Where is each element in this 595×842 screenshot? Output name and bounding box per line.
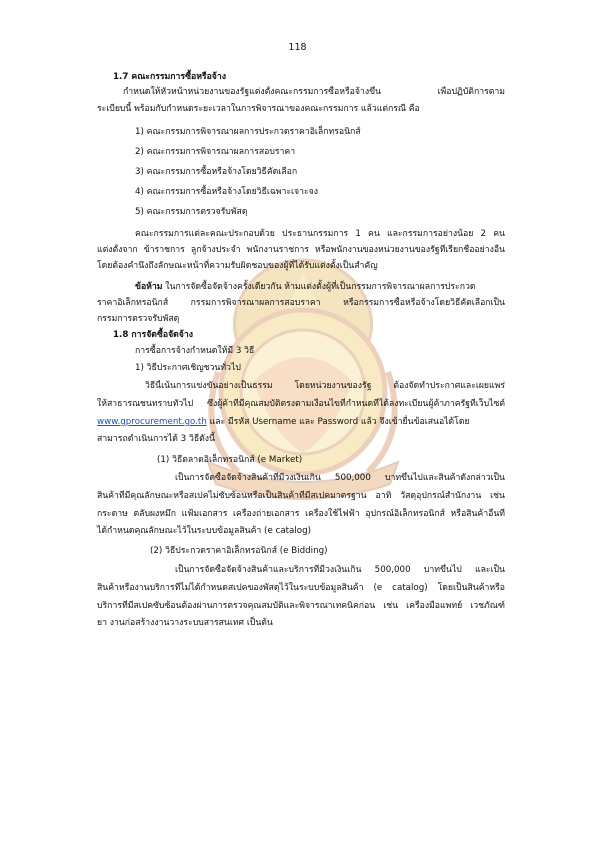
paragraph-line: ยา งานก่อสร้างงานวางระบบสารสนเทศ เป็นต้น (97, 618, 273, 628)
list-item: 5) คณะกรรมการตรวจรับพัสดุ (135, 207, 248, 217)
section-heading-committee: 1.7 คณะกรรมการซื้อหรือจ้าง (113, 72, 227, 82)
paragraph-line: เป็นการจัดซื้อจัดจ้างสินค้าและบริการที่มีวงเงินเกิน 500,000 บาทขึ้นไป และเป็น (175, 565, 505, 575)
prohibition-paragraph (135, 281, 476, 293)
paragraph-line: ให้สาธารณชนทราบทั่วไป ซึ่งผู้ค้าที่มีคุณสมบัติตรงตามเงื่อนไขที่กำหนดที่ได้ลงทะเบียนผู้ค้าภาครัฐที่เว็บไซต์ (97, 399, 505, 409)
paragraph-line (97, 416, 470, 428)
paragraph-text: และ มีรหัส Username และ Password แล้ว จึงเข้ายื่นข้อเสนอได้โดย (206, 417, 470, 427)
list-item: 1) คณะกรรมการพิจารณาผลการประกวดราคาอิเล็กทรอนิกส์ (135, 127, 361, 137)
paragraph-line: กรรมการตรวจรับพัสดุ (97, 314, 180, 324)
section-heading-procurement: 1.8 การจัดซื้อจัดจ้าง (113, 330, 194, 340)
list-item: 3) คณะกรรมการซื้อหรือจ้างโดยวิธีคัดเลือก (135, 167, 298, 177)
paragraph-text: ในการจัดซื้อจัดจ้างครั้งเดียวกัน ห้ามแต่งตั้งผู้ที่เป็นกรรมการพิจารณาผลการประกวด (162, 282, 476, 292)
paragraph-line: กำหนดให้หัวหน้าหน่วยงานของรัฐแต่งตั้งคณะกรรมการซื้อหรือจ้างขึ้น เพื่อปฏิบัติการตาม (123, 87, 505, 97)
paragraph-line: สามารถดำเนินการได้ 3 วิธีดังนี้ (97, 434, 215, 444)
list-item: 4) คณะกรรมการซื้อหรือจ้างโดยวิธีเฉพาะเจาะจง (135, 187, 318, 197)
paragraph-line: วิธีนี้เน้นการแข่งขันอย่างเป็นธรรม โดยหน่วยงานของรัฐ ต้องจัดทำประกาศและเผยแพร่ (145, 381, 505, 391)
paragraph-line: แต่งตั้งจาก ข้าราชการ ลูกจ้างประจำ พนักงานราชการ หรือพนักงานของหน่วยงานของรัฐที่เรียกชื่ออย่างอื่น (97, 245, 505, 255)
page-number: 118 (288, 42, 307, 53)
paragraph-line: สินค้าที่มีคุณลักษณะหรือสเปคไม่ซับซ้อนหรือเป็นสินค้าที่มีสเปคมาตรฐาน อาทิ วัสดุอุปกรณ์สำนักงาน เช่น (97, 491, 505, 501)
prohibition-label: ข้อห้าม (135, 282, 163, 292)
paragraph-line: ราคาอิเล็กทรอนิกส์ กรรมการพิจารณาผลการสอบราคา หรือกรรมการซื้อหรือจ้างโดยวิธีคัดเลือกเป็น (97, 298, 505, 308)
sub-method-title: (2) วิธีประกวดราคาอิเล็กทรอนิกส์ (e Bidding) (150, 546, 328, 556)
method-title: 1) วิธีประกาศเชิญชวนทั่วไป (135, 363, 241, 373)
paragraph-line: สินค้าหรืองานบริการที่ไม่ได้กำหนดสเปคของพัสดุไว้ในระบบข้อมูลสินค้า (e catalog) โดยเป็นสินค้าหรือ (97, 583, 505, 593)
paragraph-line: คณะกรรมการแต่ละคณะประกอบด้วย ประธานกรรมการ 1 คน และกรรมการอย่างน้อย 2 คน (135, 229, 505, 239)
sub-method-title: (1) วิธีตลาดอิเล็กทรอนิกส์ (e Market) (157, 455, 303, 465)
gprocurement-link[interactable]: www.gprocurement.go.th (97, 417, 207, 427)
paragraph-line: การซื้อการจ้างกำหนดให้มี 3 วิธี (135, 346, 255, 356)
paragraph-line: เป็นการจัดซื้อจัดจ้างสินค้าที่มีวงเงินเกิน 500,000 บาทขึ้นไปและสินค้าดังกล่าวเป็น (175, 473, 505, 483)
paragraph-line: โดยต้องคำนึงถึงลักษณะหน้าที่ความรับผิดชอบของผู้ที่ได้รับแต่งตั้งเป็นสำคัญ (97, 261, 378, 271)
list-item: 2) คณะกรรมการพิจารณาผลการสอบราคา (135, 147, 296, 157)
paragraph-line: บริการที่มีสเปคซับซ้อนต้องผ่านการตรวจคุณสมบัติและพิจารณาเทคนิคก่อน เช่น เครื่องมือแพทย์ เวชภัณฑ์ (97, 601, 505, 611)
paragraph-line: ได้กำหนดคุณลักษณะไว้ในระบบข้อมูลสินค้า (e catalog) (97, 526, 312, 536)
paragraph-line: กระดาษ ตลับผงหมึก แฟ้มเอกสาร เครื่องถ่ายเอกสาร เครื่องใช้ไฟฟ้า อุปกรณ์อิเล็กทรอนิกส์ หรือสินค้าอื่นที่ (97, 509, 505, 519)
paragraph-line: ระเบียบนี้ พร้อมกับกำหนดระยะเวลาในการพิจารณาของคณะกรรมการ แล้วแต่กรณี คือ (97, 104, 420, 114)
